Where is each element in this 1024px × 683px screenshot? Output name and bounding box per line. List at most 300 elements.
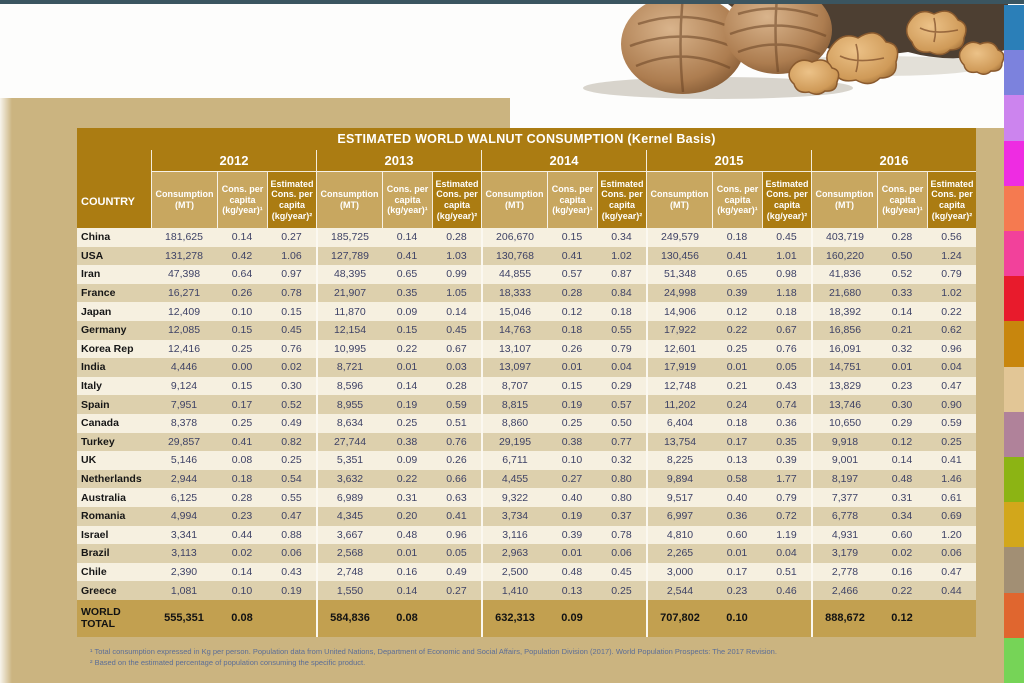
value-cell: 0.41 (712, 247, 762, 266)
value-cell: 12,409 (151, 302, 217, 321)
value-cell: 0.96 (432, 526, 481, 545)
value-cell: 0.12 (712, 302, 762, 321)
value-cell: 0.06 (597, 544, 646, 563)
value-cell: 1.77 (762, 470, 811, 489)
value-cell: 0.59 (927, 414, 976, 433)
value-cell: 9,001 (811, 451, 877, 470)
value-cell: 0.50 (597, 414, 646, 433)
value-cell: 249,579 (646, 228, 712, 247)
total-value-cell: 584,836 (316, 600, 382, 637)
value-cell: 4,446 (151, 358, 217, 377)
value-cell: 0.18 (597, 302, 646, 321)
value-cell: 0.27 (267, 228, 316, 247)
value-cell: 1.20 (927, 526, 976, 545)
value-cell: 0.44 (927, 581, 976, 600)
value-cell: 0.76 (432, 433, 481, 452)
value-cell: 8,596 (316, 377, 382, 396)
value-cell: 0.10 (217, 302, 267, 321)
value-cell: 9,322 (481, 488, 547, 507)
value-cell: 2,944 (151, 470, 217, 489)
value-cell: 6,125 (151, 488, 217, 507)
column-header: Cons. per capita (kg/year)¹ (712, 171, 762, 228)
value-cell: 0.34 (597, 228, 646, 247)
value-cell: 29,195 (481, 433, 547, 452)
value-cell: 1.19 (762, 526, 811, 545)
value-cell: 3,667 (316, 526, 382, 545)
value-cell: 130,456 (646, 247, 712, 266)
value-cell: 2,748 (316, 563, 382, 582)
value-cell: 1,550 (316, 581, 382, 600)
world-total-label: WORLD TOTAL (77, 600, 151, 637)
value-cell: 0.35 (762, 433, 811, 452)
strip-block (1004, 593, 1024, 638)
value-cell: 0.18 (547, 321, 597, 340)
value-cell: 0.27 (432, 581, 481, 600)
value-cell: 0.80 (597, 470, 646, 489)
value-cell: 6,404 (646, 414, 712, 433)
value-cell: 0.78 (597, 526, 646, 545)
value-cell: 13,754 (646, 433, 712, 452)
value-cell: 0.88 (267, 526, 316, 545)
value-cell: 12,154 (316, 321, 382, 340)
value-cell: 0.25 (712, 340, 762, 359)
strip-block (1004, 638, 1024, 683)
value-cell: 0.15 (547, 228, 597, 247)
total-value-cell (267, 600, 316, 637)
value-cell: 0.24 (712, 395, 762, 414)
value-cell: 0.22 (877, 581, 927, 600)
table-title: ESTIMATED WORLD WALNUT CONSUMPTION (Kernel Basis) (77, 128, 976, 150)
value-cell: 0.76 (762, 340, 811, 359)
value-cell: 0.38 (382, 433, 432, 452)
value-cell: 14,763 (481, 321, 547, 340)
value-cell: 0.64 (217, 265, 267, 284)
value-cell: 0.79 (762, 488, 811, 507)
value-cell: 0.67 (762, 321, 811, 340)
value-cell: 0.15 (382, 321, 432, 340)
value-cell: 0.96 (927, 340, 976, 359)
value-cell: 17,922 (646, 321, 712, 340)
value-cell: 0.42 (217, 247, 267, 266)
strip-block (1004, 141, 1024, 186)
value-cell: 127,789 (316, 247, 382, 266)
total-value-cell: 0.10 (712, 600, 762, 637)
value-cell: 0.41 (432, 507, 481, 526)
value-cell: 0.39 (712, 284, 762, 303)
value-cell: 0.30 (877, 395, 927, 414)
value-cell: 8,634 (316, 414, 382, 433)
value-cell: 0.43 (762, 377, 811, 396)
value-cell: 4,455 (481, 470, 547, 489)
value-cell: 8,955 (316, 395, 382, 414)
value-cell: 0.01 (547, 544, 597, 563)
value-cell: 0.15 (217, 321, 267, 340)
value-cell: 0.47 (927, 563, 976, 582)
column-header: Cons. per capita (kg/year)¹ (217, 171, 267, 228)
value-cell: 0.41 (547, 247, 597, 266)
value-cell: 6,989 (316, 488, 382, 507)
value-cell: 0.47 (267, 507, 316, 526)
value-cell: 0.14 (217, 228, 267, 247)
value-cell: 0.40 (712, 488, 762, 507)
value-cell: 0.22 (382, 340, 432, 359)
value-cell: 0.72 (762, 507, 811, 526)
country-cell: Korea Rep (77, 340, 151, 359)
value-cell: 0.48 (382, 526, 432, 545)
country-cell: Israel (77, 526, 151, 545)
value-cell: 2,500 (481, 563, 547, 582)
value-cell: 0.01 (712, 358, 762, 377)
value-cell: 44,855 (481, 265, 547, 284)
strip-block (1004, 186, 1024, 231)
value-cell: 1.18 (762, 284, 811, 303)
value-cell: 0.25 (382, 414, 432, 433)
country-cell: France (77, 284, 151, 303)
value-cell: 0.12 (547, 302, 597, 321)
value-cell: 0.13 (547, 581, 597, 600)
value-cell: 0.65 (712, 265, 762, 284)
value-cell: 7,377 (811, 488, 877, 507)
value-cell: 3,179 (811, 544, 877, 563)
value-cell: 0.15 (217, 377, 267, 396)
country-cell: Netherlands (77, 470, 151, 489)
value-cell: 0.36 (762, 414, 811, 433)
value-cell: 8,378 (151, 414, 217, 433)
value-cell: 0.78 (267, 284, 316, 303)
value-cell: 0.01 (877, 358, 927, 377)
value-cell: 0.17 (712, 563, 762, 582)
value-cell: 0.19 (547, 395, 597, 414)
value-cell: 2,390 (151, 563, 217, 582)
value-cell: 2,778 (811, 563, 877, 582)
value-cell: 17,919 (646, 358, 712, 377)
value-cell: 16,091 (811, 340, 877, 359)
country-cell: Italy (77, 377, 151, 396)
value-cell: 0.39 (547, 526, 597, 545)
value-cell: 0.31 (382, 488, 432, 507)
value-cell: 0.84 (597, 284, 646, 303)
column-header: Cons. per capita (kg/year)¹ (877, 171, 927, 228)
value-cell: 0.21 (877, 321, 927, 340)
strip-block (1004, 367, 1024, 412)
value-cell: 403,719 (811, 228, 877, 247)
value-cell: 0.35 (382, 284, 432, 303)
footnotes (90, 646, 870, 668)
value-cell: 0.18 (712, 228, 762, 247)
country-cell: USA (77, 247, 151, 266)
value-cell: 185,725 (316, 228, 382, 247)
value-cell: 0.03 (432, 358, 481, 377)
country-cell: UK (77, 451, 151, 470)
value-cell: 0.61 (927, 488, 976, 507)
value-cell: 0.69 (927, 507, 976, 526)
country-cell: Chile (77, 563, 151, 582)
value-cell: 9,124 (151, 377, 217, 396)
total-value-cell: 632,313 (481, 600, 547, 637)
value-cell: 0.36 (712, 507, 762, 526)
value-cell: 131,278 (151, 247, 217, 266)
year-header: 2014 (481, 150, 646, 171)
value-cell: 0.14 (877, 302, 927, 321)
column-header: Consumption (MT) (151, 171, 217, 228)
value-cell: 2,544 (646, 581, 712, 600)
value-cell: 0.47 (927, 377, 976, 396)
value-cell: 0.14 (382, 228, 432, 247)
value-cell: 41,836 (811, 265, 877, 284)
value-cell: 12,601 (646, 340, 712, 359)
value-cell: 0.31 (877, 488, 927, 507)
value-cell: 0.62 (927, 321, 976, 340)
value-cell: 4,994 (151, 507, 217, 526)
value-cell: 4,810 (646, 526, 712, 545)
value-cell: 0.22 (712, 321, 762, 340)
value-cell: 5,146 (151, 451, 217, 470)
value-cell: 21,680 (811, 284, 877, 303)
value-cell: 0.52 (267, 395, 316, 414)
value-cell: 0.04 (597, 358, 646, 377)
value-cell: 0.23 (712, 581, 762, 600)
value-cell: 0.16 (382, 563, 432, 582)
value-cell: 0.30 (267, 377, 316, 396)
value-cell: 0.41 (217, 433, 267, 452)
total-value-cell: 0.09 (547, 600, 597, 637)
column-header: Cons. per capita (kg/year)¹ (382, 171, 432, 228)
value-cell: 0.26 (547, 340, 597, 359)
value-cell: 130,768 (481, 247, 547, 266)
value-cell: 2,568 (316, 544, 382, 563)
consumption-table (77, 128, 976, 637)
value-cell: 0.13 (712, 451, 762, 470)
column-header: Estimated Cons. per capita (kg/year)² (597, 171, 646, 228)
value-cell: 0.44 (217, 526, 267, 545)
value-cell: 0.77 (597, 433, 646, 452)
value-cell: 12,416 (151, 340, 217, 359)
value-cell: 5,351 (316, 451, 382, 470)
value-cell: 12,748 (646, 377, 712, 396)
value-cell: 0.51 (432, 414, 481, 433)
value-cell: 0.18 (712, 414, 762, 433)
value-cell: 0.23 (217, 507, 267, 526)
value-cell: 0.21 (712, 377, 762, 396)
strip-block (1004, 321, 1024, 366)
value-cell: 0.29 (597, 377, 646, 396)
year-header: 2016 (811, 150, 976, 171)
footnote-2: ² Based on the estimated percentage of population consuming the specific product. (90, 658, 366, 667)
value-cell: 0.38 (547, 433, 597, 452)
value-cell: 0.43 (267, 563, 316, 582)
value-cell: 1.05 (432, 284, 481, 303)
value-cell: 206,670 (481, 228, 547, 247)
value-cell: 0.37 (597, 507, 646, 526)
value-cell: 24,998 (646, 284, 712, 303)
value-cell: 9,517 (646, 488, 712, 507)
value-cell: 12,085 (151, 321, 217, 340)
value-cell: 0.63 (432, 488, 481, 507)
value-cell: 0.28 (547, 284, 597, 303)
column-header: Estimated Cons. per capita (kg/year)² (267, 171, 316, 228)
value-cell: 0.55 (267, 488, 316, 507)
value-cell: 11,870 (316, 302, 382, 321)
strip-block (1004, 412, 1024, 457)
value-cell: 0.14 (382, 581, 432, 600)
value-cell: 0.27 (547, 470, 597, 489)
value-cell: 1.46 (927, 470, 976, 489)
value-cell: 0.45 (267, 321, 316, 340)
value-cell: 0.17 (712, 433, 762, 452)
value-cell: 2,466 (811, 581, 877, 600)
value-cell: 0.59 (432, 395, 481, 414)
total-value-cell: 555,351 (151, 600, 217, 637)
value-cell: 0.49 (267, 414, 316, 433)
value-cell: 0.14 (432, 302, 481, 321)
value-cell: 0.15 (547, 377, 597, 396)
value-cell: 0.08 (217, 451, 267, 470)
value-cell: 8,860 (481, 414, 547, 433)
value-cell: 0.41 (927, 451, 976, 470)
value-cell: 0.32 (877, 340, 927, 359)
country-cell: Spain (77, 395, 151, 414)
value-cell: 6,778 (811, 507, 877, 526)
value-cell: 0.28 (432, 228, 481, 247)
value-cell: 27,744 (316, 433, 382, 452)
country-cell: Brazil (77, 544, 151, 563)
value-cell: 0.46 (762, 581, 811, 600)
value-cell: 3,734 (481, 507, 547, 526)
value-cell: 0.34 (877, 507, 927, 526)
value-cell: 0.26 (432, 451, 481, 470)
value-cell: 0.25 (267, 451, 316, 470)
value-cell: 8,815 (481, 395, 547, 414)
value-cell: 0.58 (712, 470, 762, 489)
value-cell: 14,751 (811, 358, 877, 377)
total-value-cell (432, 600, 481, 637)
value-cell: 0.18 (217, 470, 267, 489)
value-cell: 0.14 (382, 377, 432, 396)
value-cell: 0.60 (712, 526, 762, 545)
value-cell: 0.48 (547, 563, 597, 582)
value-cell: 3,632 (316, 470, 382, 489)
value-cell: 1.02 (597, 247, 646, 266)
value-cell: 0.28 (432, 377, 481, 396)
value-cell: 51,348 (646, 265, 712, 284)
value-cell: 0.20 (382, 507, 432, 526)
value-cell: 0.49 (432, 563, 481, 582)
value-cell: 0.79 (927, 265, 976, 284)
strip-block (1004, 457, 1024, 502)
total-value-cell: 707,802 (646, 600, 712, 637)
value-cell: 0.48 (877, 470, 927, 489)
value-cell: 0.01 (382, 544, 432, 563)
column-header: Consumption (MT) (646, 171, 712, 228)
value-cell: 0.14 (217, 563, 267, 582)
total-value-cell: 888,672 (811, 600, 877, 637)
total-value-cell: 0.08 (217, 600, 267, 637)
column-header: Estimated Cons. per capita (kg/year)² (432, 171, 481, 228)
value-cell: 48,395 (316, 265, 382, 284)
value-cell: 0.12 (877, 433, 927, 452)
strip-block (1004, 276, 1024, 321)
country-cell: Canada (77, 414, 151, 433)
value-cell: 14,906 (646, 302, 712, 321)
table-grid (77, 150, 976, 637)
country-cell: Australia (77, 488, 151, 507)
value-cell: 4,345 (316, 507, 382, 526)
total-value-cell (927, 600, 976, 637)
strip-block (1004, 547, 1024, 592)
value-cell: 0.22 (382, 470, 432, 489)
column-header: Estimated Cons. per capita (kg/year)² (927, 171, 976, 228)
value-cell: 15,046 (481, 302, 547, 321)
value-cell: 0.10 (547, 451, 597, 470)
value-cell: 0.39 (762, 451, 811, 470)
value-cell: 10,650 (811, 414, 877, 433)
value-cell: 1.06 (267, 247, 316, 266)
country-cell: China (77, 228, 151, 247)
country-cell: Iran (77, 265, 151, 284)
value-cell: 8,225 (646, 451, 712, 470)
value-cell: 7,951 (151, 395, 217, 414)
value-cell: 0.01 (382, 358, 432, 377)
value-cell: 6,997 (646, 507, 712, 526)
value-cell: 1,081 (151, 581, 217, 600)
value-cell: 8,197 (811, 470, 877, 489)
year-header: 2012 (151, 150, 316, 171)
tan-panel-tab (0, 98, 510, 129)
value-cell: 18,333 (481, 284, 547, 303)
value-cell: 0.67 (432, 340, 481, 359)
value-cell: 16,271 (151, 284, 217, 303)
value-cell: 0.04 (762, 544, 811, 563)
value-cell: 0.01 (712, 544, 762, 563)
value-cell: 8,707 (481, 377, 547, 396)
value-cell: 0.90 (927, 395, 976, 414)
value-cell: 0.52 (877, 265, 927, 284)
year-header: 2013 (316, 150, 481, 171)
value-cell: 0.32 (597, 451, 646, 470)
total-value-cell (762, 600, 811, 637)
total-value-cell: 0.08 (382, 600, 432, 637)
value-cell: 0.18 (762, 302, 811, 321)
country-column-header: COUNTRY (77, 150, 151, 228)
value-cell: 0.06 (927, 544, 976, 563)
column-header: Cons. per capita (kg/year)¹ (547, 171, 597, 228)
year-header: 2015 (646, 150, 811, 171)
value-cell: 0.79 (597, 340, 646, 359)
value-cell: 0.28 (877, 228, 927, 247)
value-cell: 0.60 (877, 526, 927, 545)
value-cell: 0.56 (927, 228, 976, 247)
walnut-photo (578, 4, 1008, 101)
value-cell: 0.19 (267, 581, 316, 600)
value-cell: 0.15 (267, 302, 316, 321)
value-cell: 0.05 (432, 544, 481, 563)
value-cell: 0.17 (217, 395, 267, 414)
country-cell: Turkey (77, 433, 151, 452)
total-value-cell (597, 600, 646, 637)
value-cell: 0.05 (762, 358, 811, 377)
value-cell: 3,116 (481, 526, 547, 545)
total-value-cell: 0.12 (877, 600, 927, 637)
value-cell: 0.76 (267, 340, 316, 359)
value-cell: 1,410 (481, 581, 547, 600)
value-cell: 0.29 (877, 414, 927, 433)
value-cell: 13,746 (811, 395, 877, 414)
value-cell: 0.23 (877, 377, 927, 396)
value-cell: 0.19 (382, 395, 432, 414)
value-cell: 0.40 (547, 488, 597, 507)
value-cell: 0.45 (762, 228, 811, 247)
value-cell: 16,856 (811, 321, 877, 340)
